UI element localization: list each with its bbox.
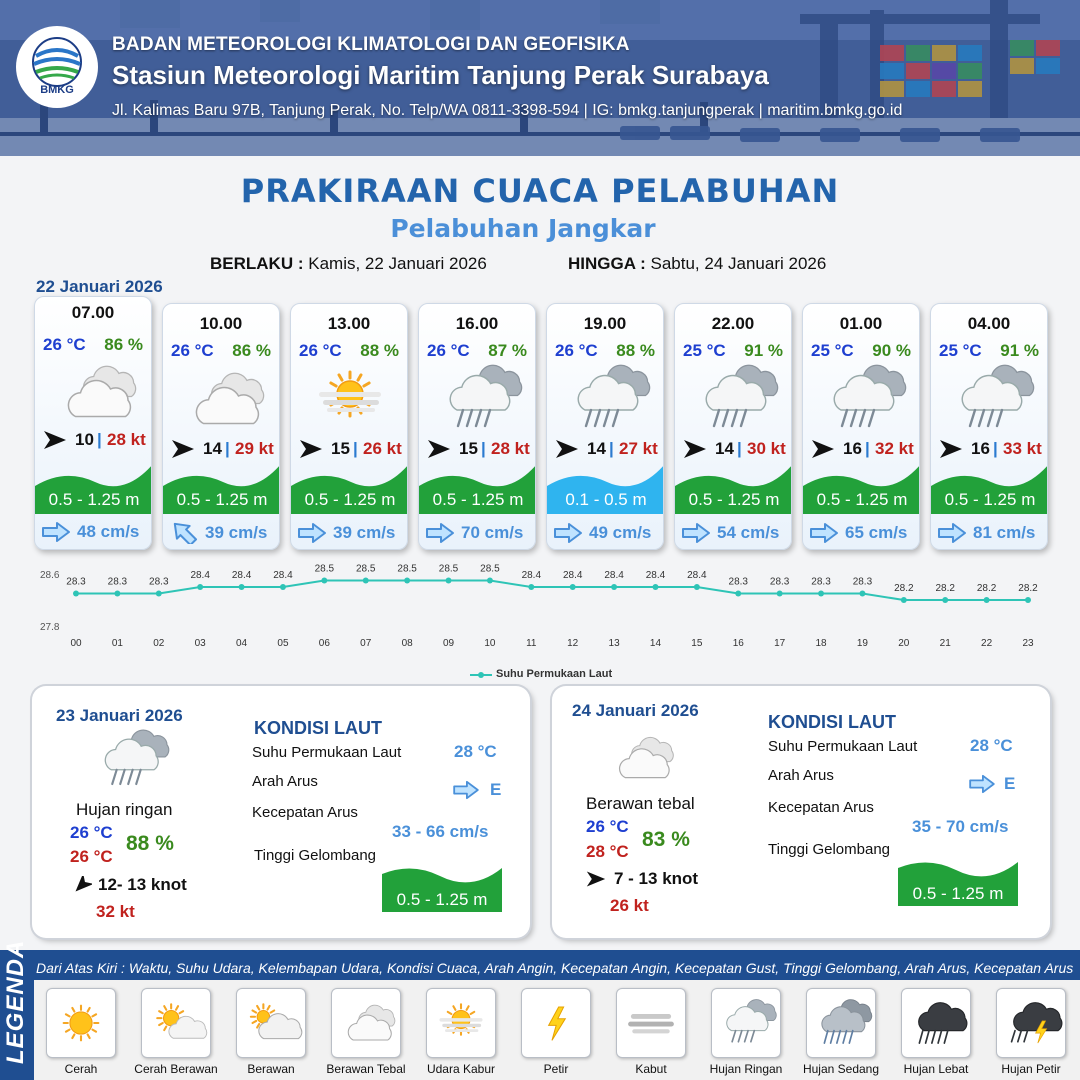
forecast-card (418, 303, 536, 550)
x-tick-label: 12 (567, 638, 579, 649)
sst-data-point (652, 584, 658, 590)
wind-direction-icon (425, 437, 453, 461)
forecast-temperature: 26 °C (43, 335, 86, 354)
bmkg-logo (16, 26, 98, 108)
legend-item (331, 988, 401, 1058)
logo-text: BMKG (40, 84, 74, 96)
panel-temp-min: 26 °C (70, 823, 113, 842)
current-arrow-icon (968, 774, 996, 794)
x-tick-label: 05 (277, 638, 289, 649)
current-arrow-icon (452, 780, 480, 800)
current-dir-value: E (490, 780, 502, 799)
sst-data-label: 28.4 (231, 570, 252, 581)
day1-date: 22 Januari 2026 (36, 277, 163, 296)
wind-direction-icon (553, 437, 581, 461)
sst-data-point (156, 591, 162, 597)
sst-data-point (73, 591, 79, 597)
sst-data-label: 28.3 (149, 576, 169, 588)
sst-data-point (404, 578, 410, 584)
legend-item (901, 988, 971, 1058)
sst-data-label: 28.3 (107, 576, 128, 588)
sst-line-chart (28, 560, 1058, 685)
legend-item-label: Cerah Berawan (134, 1062, 218, 1076)
forecast-card (34, 296, 152, 550)
forecast-wind (809, 437, 919, 461)
legend-item-label: Udara Kabur (426, 1062, 496, 1076)
hujan-ringan-icon (817, 364, 907, 434)
hujan-ringan-icon (561, 364, 651, 434)
forecast-temperature: 26 °C (171, 341, 214, 360)
valid-from-label: BERLAKU : (210, 254, 304, 273)
wave-label: Tinggi Gelombang (768, 841, 891, 858)
current-arrow-icon (297, 522, 327, 544)
current-speed-value: 33 - 66 cm/s (392, 822, 489, 841)
forecast-wind (41, 428, 151, 452)
sst-data-label: 28.2 (976, 583, 997, 594)
forecast-current (425, 520, 535, 546)
forecast-temperature: 25 °C (939, 341, 982, 360)
panel-gust: 32 kt (96, 902, 135, 921)
sst-data-label: 28.3 (852, 576, 873, 588)
current-arrow-icon (41, 521, 71, 543)
x-tick-label: 09 (442, 638, 455, 649)
legend-item (46, 988, 116, 1058)
legend-item-label: Hujan Petir (1001, 1062, 1061, 1076)
current-speed: 48 cm/s (77, 522, 140, 541)
x-tick-label: 01 (111, 638, 123, 649)
wind-separator: | (481, 439, 486, 458)
current-speed: 49 cm/s (589, 523, 652, 542)
wind-speed: 14 (715, 439, 734, 458)
x-tick-label: 07 (360, 638, 372, 649)
sst-data-label: 28.4 (645, 570, 666, 581)
sst-label: Suhu Permukaan Laut (768, 738, 918, 755)
kondisi-laut-title: KONDISI LAUT (768, 712, 896, 732)
current-speed: 39 cm/s (205, 523, 268, 542)
forecast-wind (937, 437, 1047, 461)
sst-data-point (1025, 597, 1031, 603)
current-speed: 39 cm/s (333, 523, 396, 542)
sst-data-point (777, 591, 783, 597)
hujan-ringan-icon (433, 364, 523, 434)
forecast-temperature: 25 °C (811, 341, 854, 360)
wind-speed: 14 (203, 439, 222, 458)
current-dir-value: E (1004, 774, 1016, 793)
sst-data-label: 28.4 (687, 570, 707, 581)
forecast-wind (297, 437, 407, 461)
sst-data-point (446, 578, 452, 584)
forecast-wind (169, 437, 279, 461)
forecast-time: 19.00 (583, 314, 627, 333)
x-tick-label: 04 (236, 638, 248, 649)
wind-gust: 30 kt (747, 439, 786, 458)
forecast-humidity: 86 % (104, 335, 143, 354)
wave-height-value: 0.5 - 1.25 m (396, 890, 488, 909)
wind-gust: 33 kt (1003, 439, 1042, 458)
udara-kabur-icon (305, 364, 395, 434)
panel-condition: Berawan tebal (586, 794, 695, 813)
wind-direction-icon (72, 876, 92, 894)
day-panel-23 (32, 686, 530, 938)
x-tick-label: 23 (1022, 638, 1034, 649)
x-tick-label: 11 (526, 638, 537, 649)
current-arrow-icon (169, 522, 199, 544)
wind-direction-icon (41, 428, 69, 452)
panel-gust: 26 kt (610, 896, 649, 915)
panel-humidity: 83 % (642, 828, 690, 851)
wind-direction-icon (937, 437, 965, 461)
forecast-current (937, 520, 1047, 546)
x-tick-label: 02 (153, 638, 165, 649)
valid-from-value: Kamis, 22 Januari 2026 (308, 254, 487, 273)
forecast-temperature: 25 °C (683, 341, 726, 360)
current-arrow-icon (681, 522, 711, 544)
x-tick-label: 13 (608, 638, 620, 649)
wind-direction-icon (297, 437, 325, 461)
legend-item-label: Berawan Tebal (326, 1062, 406, 1076)
current-arrow-icon (553, 522, 583, 544)
wind-separator: | (993, 439, 998, 458)
y-tick-label: 28.6 (40, 570, 60, 581)
legend-item (711, 988, 781, 1058)
current-dir-label: Arah Arus (768, 767, 834, 784)
berawan-tebal-icon (332, 989, 400, 1057)
forecast-current (553, 520, 663, 546)
wind-direction-icon (169, 437, 197, 461)
organization-name: BADAN METEOROLOGI KLIMATOLOGI DAN GEOFISIKA (112, 34, 630, 55)
hujan-ringan-icon (90, 728, 170, 792)
sst-value: 28 °C (970, 736, 1013, 755)
forecast-humidity: 88 % (360, 341, 399, 360)
valid-to-label: HINGGA : (568, 254, 646, 273)
wave-height-value: 0.5 - 1.25 m (688, 490, 780, 509)
y-tick-label: 27.8 (40, 622, 60, 633)
x-tick-label: 17 (774, 638, 786, 649)
forecast-humidity: 86 % (232, 341, 271, 360)
kondisi-laut-title: KONDISI LAUT (254, 718, 382, 738)
forecast-card (802, 303, 920, 550)
forecast-current (297, 520, 407, 546)
panel-wind-speed: 7 - 13 knot (614, 869, 699, 888)
sst-label: Suhu Permukaan Laut (252, 744, 402, 761)
sst-data-point (901, 597, 907, 603)
sst-data-label: 28.2 (1018, 583, 1038, 594)
wave-height-value: 0.5 - 1.25 m (432, 490, 524, 509)
x-tick-label: 08 (401, 638, 413, 649)
forecast-time: 22.00 (711, 314, 755, 333)
legend-item-label: Cerah (64, 1062, 98, 1076)
sst-data-point (570, 584, 576, 590)
sst-data-label: 28.4 (190, 570, 210, 581)
sst-data-label: 28.4 (562, 570, 583, 581)
panel-wind-speed: 12- 13 knot (98, 875, 187, 894)
current-dir-label: Arah Arus (252, 773, 318, 790)
forecast-current (169, 520, 279, 546)
panel-temp-min: 26 °C (586, 817, 629, 836)
forecast-time: 13.00 (327, 314, 371, 333)
legend-item-label: Hujan Ringan (709, 1062, 783, 1076)
forecast-temperature: 26 °C (555, 341, 598, 360)
wind-speed: 15 (459, 439, 478, 458)
sst-series-line (76, 581, 1028, 601)
forecast-time: 01.00 (839, 314, 883, 333)
panel-temp-max: 28 °C (586, 842, 629, 861)
page-title: PRAKIRAAN CUACA PELABUHAN (240, 172, 840, 210)
x-tick-label: 03 (194, 638, 206, 649)
udara-kabur-icon (427, 989, 495, 1057)
legend-item-label: Hujan Sedang (802, 1062, 880, 1076)
forecast-time: 10.00 (199, 314, 243, 333)
sst-data-label: 28.3 (728, 576, 748, 588)
legend-item (521, 988, 591, 1058)
wind-speed: 16 (843, 439, 862, 458)
panel-condition: Hujan ringan (76, 800, 173, 819)
sst-data-label: 28.3 (66, 576, 86, 588)
sst-data-label: 28.4 (604, 570, 624, 581)
forecast-card (162, 303, 280, 550)
legend-item-label: Petir (543, 1062, 569, 1076)
x-tick-label: 19 (856, 638, 868, 649)
current-speed-value: 35 - 70 cm/s (912, 817, 1009, 836)
wind-speed: 15 (331, 439, 350, 458)
forecast-time: 07.00 (71, 303, 115, 322)
day-panel-24 (552, 686, 1050, 938)
forecast-humidity: 88 % (616, 341, 655, 360)
sst-data-point (280, 584, 286, 590)
wind-direction-icon (809, 437, 837, 461)
wind-speed: 14 (587, 439, 606, 458)
forecast-humidity: 91 % (744, 341, 783, 360)
valid-to (568, 254, 826, 274)
sst-data-point (818, 591, 824, 597)
panel-temp-max: 26 °C (70, 847, 113, 866)
sst-data-label: 28.4 (521, 570, 542, 581)
wind-direction-icon (681, 437, 709, 461)
legend (0, 939, 1080, 1080)
sst-data-label: 28.3 (811, 576, 831, 588)
sst-data-point (859, 591, 865, 597)
sst-data-point (363, 578, 369, 584)
sst-data-label: 28.5 (480, 563, 500, 575)
wave-height-value: 0.5 - 1.25 m (944, 490, 1036, 509)
hujan-ringan-icon (945, 364, 1035, 434)
wind-separator: | (737, 439, 742, 458)
header-banner (0, 0, 1080, 156)
forecast-humidity: 91 % (1000, 341, 1039, 360)
legend-item-label: Kabut (635, 1062, 667, 1076)
legend-item (806, 988, 876, 1058)
legend-item-label: Berawan (247, 1062, 295, 1076)
x-tick-label: 00 (70, 638, 82, 649)
x-tick-label: 21 (939, 638, 951, 649)
legend-item (236, 988, 306, 1058)
x-tick-label: 18 (815, 638, 827, 649)
current-speed: 54 cm/s (717, 523, 780, 542)
wind-gust: 28 kt (107, 430, 146, 449)
legend-icons (34, 980, 1080, 1080)
berawan-tebal-icon (49, 357, 139, 427)
sst-data-label: 28.2 (935, 583, 955, 594)
x-tick-label: 22 (981, 638, 993, 649)
forecast-wind (553, 437, 663, 461)
forecast-time: 04.00 (967, 314, 1011, 333)
wave-height-value: 0.5 - 1.25 m (304, 490, 396, 509)
station-name: Stasiun Meteorologi Maritim Tanjung Perak Surabaya (112, 60, 769, 90)
sst-data-point (321, 578, 327, 584)
legend-side-title: LEGENDA (2, 939, 29, 1064)
hujan-petir-icon (997, 989, 1065, 1057)
sst-data-point (694, 584, 700, 590)
current-speed: 65 cm/s (845, 523, 908, 542)
sst-data-label: 28.5 (356, 563, 376, 575)
legend-item (996, 988, 1066, 1058)
sst-data-point (735, 591, 741, 597)
sst-data-point (984, 597, 990, 603)
forecast-humidity: 90 % (872, 341, 911, 360)
wind-direction-icon (586, 870, 606, 888)
sst-data-point (197, 584, 203, 590)
valid-from (210, 254, 487, 274)
legend-description: Dari Atas Kiri : Waktu, Suhu Udara, Kelembapan Udara, Kondisi Cuaca, Arah Angin, Kecepatan Angin, Kecepatan Gust, Tinggi Gelombang, Arah Arus, Kecepatan Arus (36, 960, 1074, 976)
wave-height-value: 0.5 - 1.25 m (176, 490, 268, 509)
sst-data-point (942, 597, 948, 603)
cerah-berawan-icon (142, 989, 210, 1057)
forecast-card (290, 303, 408, 550)
berawan-tebal-icon (177, 364, 267, 434)
wind-separator: | (353, 439, 358, 458)
sst-data-label: 28.5 (314, 563, 335, 575)
current-arrow-icon (425, 522, 455, 544)
sst-data-point (239, 584, 245, 590)
chart-legend-label: Suhu Permukaan Laut (496, 668, 613, 680)
forecast-card (674, 303, 792, 550)
wind-gust: 28 kt (491, 439, 530, 458)
berawan-icon (237, 989, 305, 1057)
sst-value: 28 °C (454, 742, 497, 761)
sst-data-label: 28.5 (397, 563, 417, 575)
wind-separator: | (225, 439, 230, 458)
petir-icon (522, 989, 590, 1057)
kabut-icon (617, 989, 685, 1057)
wave-height-value: 0.5 - 1.25 m (48, 490, 140, 509)
hujan-lebat-icon (902, 989, 970, 1057)
hujan-ringan-icon (689, 364, 779, 434)
forecast-card (546, 303, 664, 550)
legend-item-label: Hujan Lebat (903, 1062, 969, 1076)
panel-humidity: 88 % (126, 832, 174, 855)
sst-data-label: 28.4 (273, 570, 293, 581)
legend-item (616, 988, 686, 1058)
valid-to-value: Sabtu, 24 Januari 2026 (650, 254, 827, 273)
wind-gust: 32 kt (875, 439, 914, 458)
sst-data-point (487, 578, 493, 584)
forecast-temperature: 26 °C (427, 341, 470, 360)
page-subtitle: Pelabuhan Jangkar (390, 214, 656, 243)
wind-gust: 27 kt (619, 439, 658, 458)
panel-date: 24 Januari 2026 (572, 701, 699, 720)
wave-height-value: 0.5 - 1.25 m (912, 884, 1004, 903)
x-tick-label: 06 (318, 638, 330, 649)
x-tick-label: 10 (484, 638, 496, 649)
current-speed: 70 cm/s (461, 523, 524, 542)
forecast-wind (681, 437, 791, 461)
sst-data-label: 28.2 (894, 583, 914, 594)
x-tick-label: 14 (649, 638, 662, 649)
forecast-current (681, 520, 791, 546)
forecast-temperature: 26 °C (299, 341, 342, 360)
forecast-current (41, 519, 151, 545)
x-tick-label: 20 (898, 638, 910, 649)
current-speed: 81 cm/s (973, 523, 1036, 542)
forecast-humidity: 87 % (488, 341, 527, 360)
wind-gust: 26 kt (363, 439, 402, 458)
legend-item (141, 988, 211, 1058)
wave-height-value: 0.1 - 0.5 m (565, 490, 647, 509)
hujan-ringan-icon (712, 989, 780, 1057)
forecast-card (930, 303, 1048, 550)
forecast-current (809, 520, 919, 546)
berawan-tebal-icon (604, 730, 676, 786)
chart-legend (470, 668, 612, 680)
sst-data-point (114, 591, 120, 597)
sst-data-label: 28.3 (769, 576, 790, 588)
legend-item (426, 988, 496, 1058)
wind-separator: | (609, 439, 614, 458)
wind-separator: | (865, 439, 870, 458)
sst-data-point (611, 584, 617, 590)
current-speed-label: Kecepatan Arus (252, 804, 358, 821)
wind-gust: 29 kt (235, 439, 274, 458)
station-address: Jl. Kalimas Baru 97B, Tanjung Perak, No. Telp/WA 0811-3398-594 | IG: bmkg.tanjungperak | maritim.bmkg.go.id (112, 102, 903, 119)
sst-data-point (528, 584, 534, 590)
forecast-wind (425, 437, 535, 461)
cerah-icon (47, 989, 115, 1057)
hujan-sedang-icon (807, 989, 875, 1057)
wave-label: Tinggi Gelombang (254, 847, 377, 864)
panel-date: 23 Januari 2026 (56, 706, 183, 725)
chart-legend-swatch (470, 670, 492, 678)
sst-data-label: 28.5 (438, 563, 459, 575)
forecast-time: 16.00 (455, 314, 499, 333)
wind-separator: | (97, 430, 102, 449)
wave-height-value: 0.5 - 1.25 m (816, 490, 908, 509)
current-speed-label: Kecepatan Arus (768, 799, 874, 816)
current-arrow-icon (937, 522, 967, 544)
x-tick-label: 16 (732, 638, 744, 649)
current-arrow-icon (809, 522, 839, 544)
wind-speed: 16 (971, 439, 990, 458)
wind-speed: 10 (75, 430, 94, 449)
x-tick-label: 15 (691, 638, 703, 649)
